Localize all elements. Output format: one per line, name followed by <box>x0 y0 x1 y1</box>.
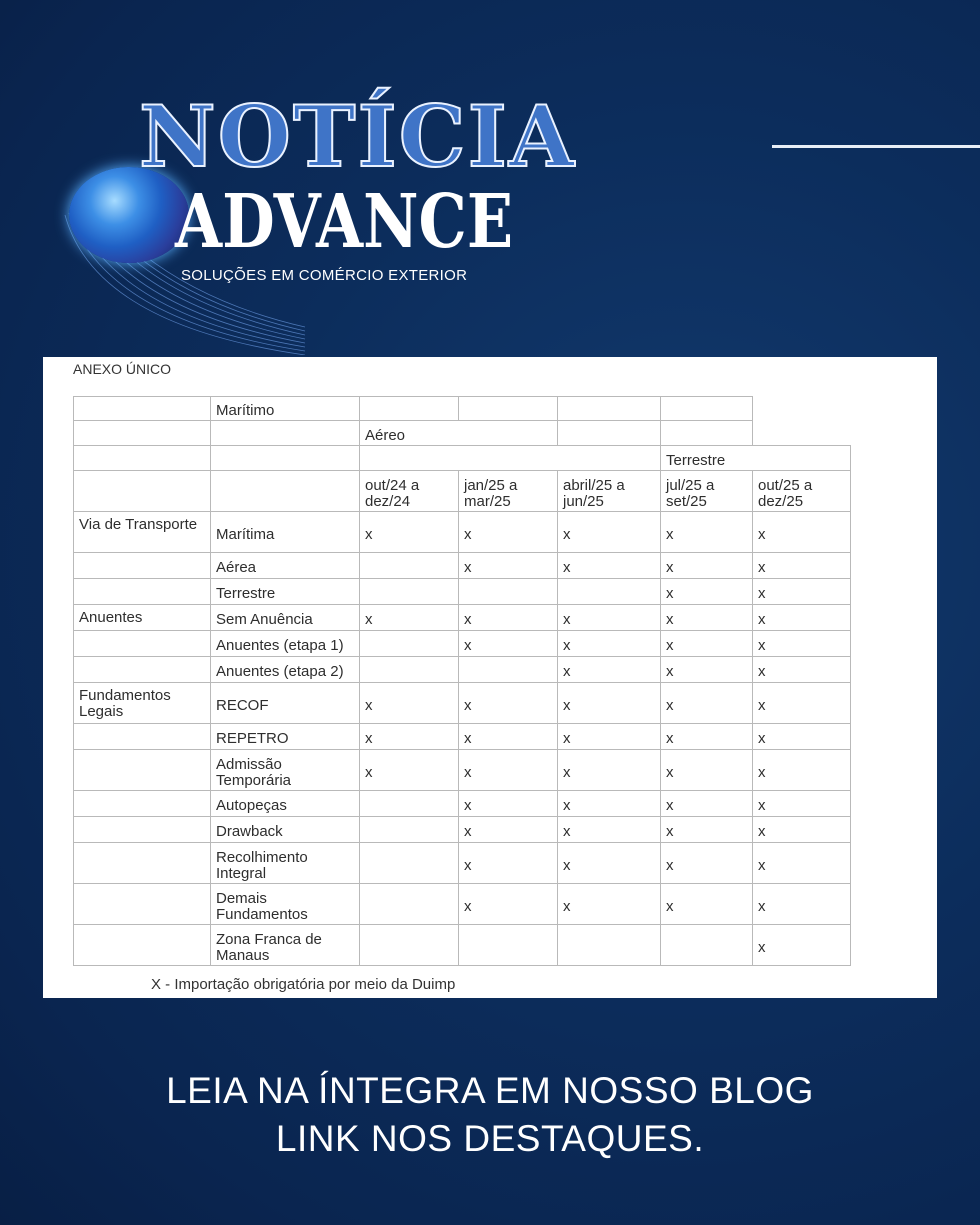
row-group-label <box>73 578 211 605</box>
mark-cell <box>660 924 753 966</box>
mark-cell: x <box>458 604 558 631</box>
mark-cell: x <box>660 604 753 631</box>
mark-cell <box>458 656 558 683</box>
header-aereo: Aéreo <box>359 420 558 446</box>
header-empty-cell <box>73 445 211 471</box>
decorative-line <box>772 145 980 148</box>
row-group-label <box>73 630 211 657</box>
row-item-label: REPETRO <box>210 723 360 750</box>
mark-cell: x <box>557 749 661 791</box>
header-empty-cell <box>660 396 753 421</box>
mark-cell: x <box>660 723 753 750</box>
row-item-label: Sem Anuência <box>210 604 360 631</box>
row-group-label <box>73 749 211 791</box>
mark-cell: x <box>359 682 459 724</box>
mark-cell: x <box>458 682 558 724</box>
period-header: out/24 a dez/24 <box>359 470 459 512</box>
mark-cell: x <box>660 883 753 925</box>
mark-cell: x <box>660 816 753 843</box>
mark-cell: x <box>557 883 661 925</box>
mark-cell: x <box>557 552 661 579</box>
mark-cell: x <box>557 842 661 884</box>
mark-cell <box>359 552 459 579</box>
mark-cell: x <box>660 630 753 657</box>
mark-cell: x <box>752 842 851 884</box>
cta-line-2: LINK NOS DESTAQUES. <box>275 1118 705 1159</box>
mark-cell: x <box>458 723 558 750</box>
row-item-label: Marítima <box>210 511 360 553</box>
mark-cell: x <box>458 511 558 553</box>
logo <box>55 87 577 360</box>
mark-cell: x <box>458 842 558 884</box>
mark-cell: x <box>557 790 661 817</box>
row-item-label: Aérea <box>210 552 360 579</box>
mark-cell: x <box>660 749 753 791</box>
header-empty-cell <box>359 445 661 471</box>
mark-cell: x <box>458 749 558 791</box>
header-empty-cell <box>73 396 211 421</box>
mark-cell: x <box>359 749 459 791</box>
row-group-label <box>73 924 211 966</box>
cta-line-1: LEIA NA ÍNTEGRA EM NOSSO BLOG <box>166 1070 814 1111</box>
row-group-label: Anuentes <box>73 604 211 631</box>
row-group-label <box>73 723 211 750</box>
period-header: abril/25 a jun/25 <box>557 470 661 512</box>
mark-cell: x <box>752 630 851 657</box>
header-empty-cell <box>210 420 360 446</box>
mark-cell: x <box>359 511 459 553</box>
mark-cell: x <box>359 604 459 631</box>
row-item-label: Autopeças <box>210 790 360 817</box>
logo-name: ADVANCE <box>175 179 514 265</box>
row-item-label: RECOF <box>210 682 360 724</box>
mark-cell <box>359 816 459 843</box>
mark-cell: x <box>660 656 753 683</box>
period-header: out/25 a dez/25 <box>752 470 851 512</box>
mark-cell <box>359 924 459 966</box>
mark-cell: x <box>660 842 753 884</box>
mark-cell: x <box>752 790 851 817</box>
mark-cell: x <box>752 578 851 605</box>
table-legend: X - Importação obrigatória por meio da Duimp <box>151 976 456 993</box>
mark-cell: x <box>458 630 558 657</box>
mark-cell <box>359 578 459 605</box>
mark-cell: x <box>752 511 851 553</box>
mark-cell <box>359 883 459 925</box>
mark-cell: x <box>752 552 851 579</box>
mark-cell: x <box>557 816 661 843</box>
period-header: jan/25 a mar/25 <box>458 470 558 512</box>
row-group-label: Via de Transporte <box>73 511 211 553</box>
header-empty-cell <box>557 420 661 446</box>
row-item-label: Drawback <box>210 816 360 843</box>
header-empty-cell <box>458 396 558 421</box>
row-item-label: Anuentes (etapa 1) <box>210 630 360 657</box>
mark-cell: x <box>752 656 851 683</box>
row-group-label <box>73 552 211 579</box>
mark-cell <box>557 578 661 605</box>
header-terrestre: Terrestre <box>660 445 851 471</box>
header-empty-cell <box>210 470 360 512</box>
row-item-label: Demais Fundamentos <box>210 883 360 925</box>
header-maritimo: Marítimo <box>210 396 360 421</box>
mark-cell: x <box>458 883 558 925</box>
mark-cell: x <box>752 604 851 631</box>
mark-cell: x <box>660 790 753 817</box>
period-header: jul/25 a set/25 <box>660 470 753 512</box>
mark-cell: x <box>557 656 661 683</box>
row-item-label: Anuentes (etapa 2) <box>210 656 360 683</box>
mark-cell: x <box>752 924 851 966</box>
mark-cell: x <box>660 552 753 579</box>
mark-cell: x <box>557 682 661 724</box>
mark-cell: x <box>752 723 851 750</box>
mark-cell <box>458 578 558 605</box>
mark-cell <box>557 924 661 966</box>
mark-cell: x <box>359 723 459 750</box>
row-group-label <box>73 816 211 843</box>
row-group-label: Fundamentos Legais <box>73 682 211 724</box>
logo-tagline: SOLUÇÕES EM COMÉRCIO EXTERIOR <box>181 267 468 284</box>
mark-cell: x <box>458 552 558 579</box>
header-empty-cell <box>73 420 211 446</box>
mark-cell: x <box>557 604 661 631</box>
mark-cell <box>359 790 459 817</box>
row-group-label <box>73 842 211 884</box>
mark-cell: x <box>557 630 661 657</box>
header-empty-cell <box>73 470 211 512</box>
document-title: ANEXO ÚNICO <box>73 361 172 377</box>
mark-cell <box>359 656 459 683</box>
header-empty-cell <box>359 396 459 421</box>
mark-cell: x <box>557 723 661 750</box>
mark-cell <box>359 630 459 657</box>
row-group-label <box>73 883 211 925</box>
mark-cell <box>458 924 558 966</box>
logo-headline: NOTÍCIA <box>139 87 577 186</box>
mark-cell: x <box>660 682 753 724</box>
mark-cell: x <box>458 790 558 817</box>
mark-cell: x <box>752 749 851 791</box>
row-item-label: Terrestre <box>210 578 360 605</box>
duimp-schedule-table <box>43 357 937 998</box>
row-item-label: Recolhimento Integral <box>210 842 360 884</box>
row-item-label: Zona Franca de Manaus <box>210 924 360 966</box>
mark-cell: x <box>752 682 851 724</box>
mark-cell <box>359 842 459 884</box>
mark-cell: x <box>557 511 661 553</box>
header-empty-cell <box>660 420 753 446</box>
mark-cell: x <box>752 816 851 843</box>
mark-cell: x <box>752 883 851 925</box>
row-group-label <box>73 790 211 817</box>
document-panel <box>43 357 937 998</box>
header-empty-cell <box>210 445 360 471</box>
row-group-label <box>73 656 211 683</box>
mark-cell: x <box>660 511 753 553</box>
row-item-label: Admissão Temporária <box>210 749 360 791</box>
header-empty-cell <box>557 396 661 421</box>
mark-cell: x <box>660 578 753 605</box>
mark-cell: x <box>458 816 558 843</box>
